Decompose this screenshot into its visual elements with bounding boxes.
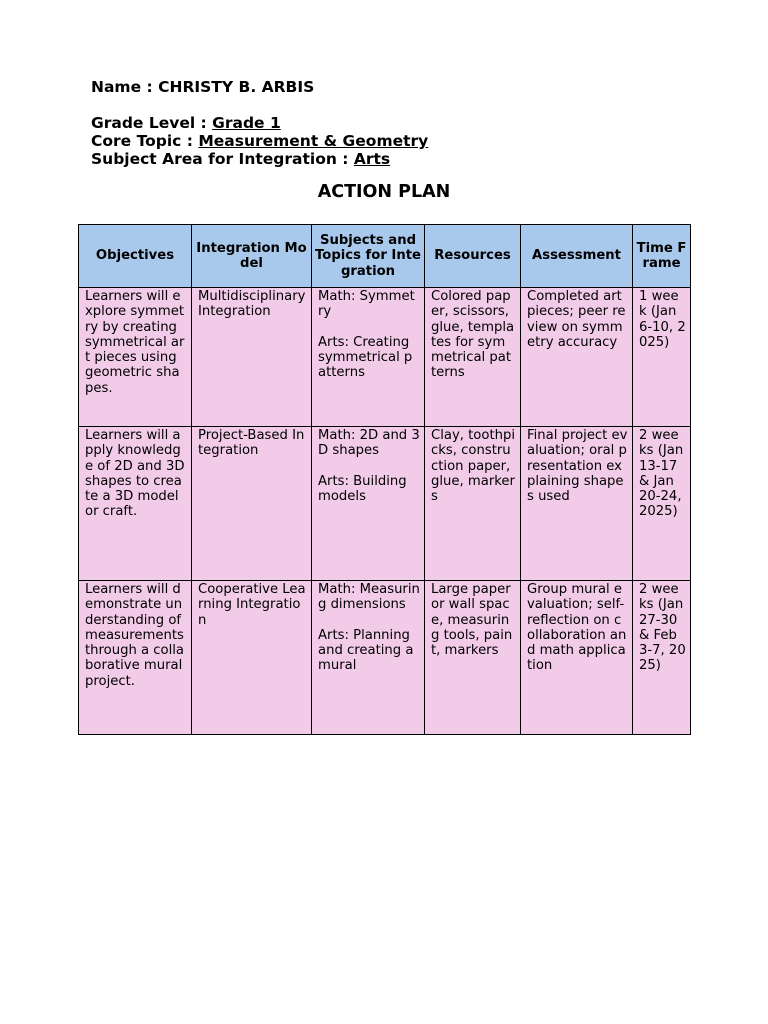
subject-area-label: Subject Area for Integration :: [91, 150, 354, 168]
core-topic-label: Core Topic :: [91, 132, 199, 150]
cell-subjects-topics: Math: Measuring dimensions Arts: Planning and creating a mural: [312, 581, 425, 735]
page-title: ACTION PLAN: [317, 182, 451, 202]
table-row: [79, 288, 691, 427]
cell-resources: Clay, toothpicks, construction paper, glue, markers: [425, 427, 521, 581]
subject-area-value: Arts: [353, 150, 391, 168]
header-assessment: Assessment: [521, 225, 633, 288]
name-value: CHRISTY B. ARBIS: [158, 78, 315, 96]
cell-assessment: Final project evaluation; oral presentation explaining shapes used: [521, 427, 633, 581]
header-resources: Resources: [425, 225, 521, 288]
header-integration-model: Integration Model: [192, 225, 312, 288]
name-line: [91, 78, 428, 96]
cell-objectives: Learners will explore symmetry by creating symmetrical art pieces using geometric shapes.: [79, 288, 192, 427]
cell-resources: Large paper or wall space, measuring tools, paint, markers: [425, 581, 521, 735]
core-topic-value: Measurement & Geometry: [198, 132, 429, 150]
cell-integration-model: Multidisciplinary Integration: [192, 288, 312, 427]
cell-objectives: Learners will demonstrate understanding of measurements through a collaborative mural project.: [79, 581, 192, 735]
header-subjects-topics: Subjects and Topics for Integration: [312, 225, 425, 288]
cell-subjects-topics: Math: Symmetry Arts: Creating symmetrical patterns: [312, 288, 425, 427]
grade-label: Grade Level :: [91, 114, 213, 132]
cell-resources: Colored paper, scissors, glue, templates for symmetrical patterns: [425, 288, 521, 427]
core-topic-line: [91, 132, 428, 150]
name-label: Name :: [91, 78, 159, 96]
header-time-frame: Time Frame: [633, 225, 691, 288]
cell-time-frame: 1 week (Jan 6-10, 2025): [633, 288, 691, 427]
table-row: [79, 427, 691, 581]
table-header-row: [79, 225, 691, 288]
cell-assessment: Group mural evaluation; self-reflection on collaboration and math application: [521, 581, 633, 735]
subject-area-line: [91, 150, 428, 168]
cell-integration-model: Cooperative Learning Integration: [192, 581, 312, 735]
cell-assessment: Completed art pieces; peer review on symmetry accuracy: [521, 288, 633, 427]
grade-line: [91, 114, 428, 132]
table-row: [79, 581, 691, 735]
header-info: [91, 78, 428, 168]
cell-time-frame: 2 weeks (Jan 27-30 & Feb 3-7, 2025): [633, 581, 691, 735]
cell-time-frame: 2 weeks (Jan 13-17 & Jan 20-24, 2025): [633, 427, 691, 581]
cell-integration-model: Project-Based Integration: [192, 427, 312, 581]
grade-value: Grade 1: [212, 114, 281, 132]
cell-objectives: Learners will apply knowledge of 2D and 3D shapes to create a 3D model or craft.: [79, 427, 192, 581]
action-plan-table: [78, 224, 691, 735]
header-objectives: Objectives: [79, 225, 192, 288]
cell-subjects-topics: Math: 2D and 3D shapes Arts: Building models: [312, 427, 425, 581]
